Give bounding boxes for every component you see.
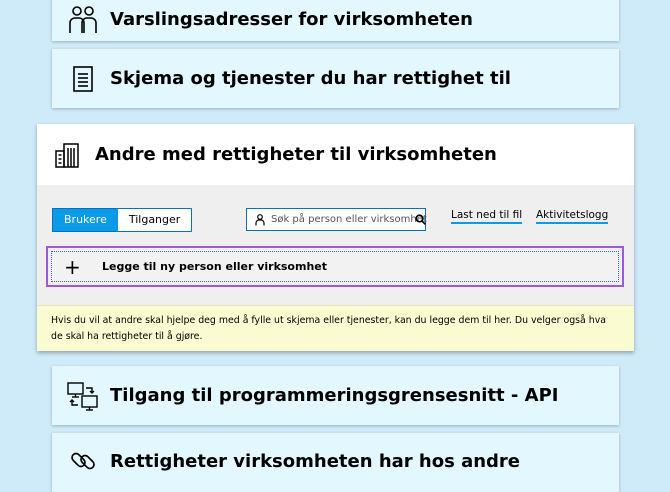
card-rettigheter-hos-andre[interactable]	[52, 433, 619, 492]
card-varslingsadresser[interactable]	[52, 0, 619, 41]
panel-toolbar	[37, 185, 634, 245]
card-api[interactable]	[52, 366, 619, 425]
building-icon	[51, 138, 85, 172]
card-title: Rettigheter virksomheten har hos andre	[110, 451, 521, 472]
panel-title: Andre med rettigheter til virksomheten	[95, 144, 497, 165]
card-title: Varslingsadresser for virksomheten	[110, 9, 473, 30]
link-icon	[66, 444, 100, 478]
info-box	[37, 305, 634, 351]
view-toggle	[52, 208, 192, 232]
card-skjema-tjenester[interactable]	[52, 49, 619, 108]
card-title: Skjema og tjenester du har rettighet til	[110, 68, 511, 89]
card-title: Tilgang til programmeringsgrensesnitt - API	[110, 385, 559, 406]
search-field[interactable]	[246, 208, 426, 231]
add-row-focus	[46, 246, 624, 287]
activity-log-link[interactable]: Aktivitetslogg	[536, 209, 608, 224]
panel-header[interactable]	[37, 124, 634, 185]
search-input[interactable]: Søk på person eller virksomhet	[271, 214, 427, 225]
tab-brukere[interactable]: Brukere	[53, 209, 118, 231]
download-link[interactable]: Last ned til fil	[451, 209, 522, 224]
document-icon	[66, 62, 100, 96]
info-text: Hvis du vil at andre skal hjelpe deg med å fylle ut skjema eller tjenester, kan du legge dem til her. Du velger også hva de skal ha rettigheter til å gjøre.	[51, 315, 607, 342]
add-person-label: Legge til ny person eller virksomhet	[102, 260, 328, 273]
plus-icon: +	[64, 254, 81, 279]
people-icon	[66, 3, 100, 37]
person-icon	[255, 214, 265, 226]
add-person-button[interactable]	[51, 251, 619, 282]
search-icon[interactable]	[415, 214, 426, 225]
panel-andre-med-rettigheter	[37, 124, 634, 351]
tab-tilganger[interactable]: Tilganger	[128, 213, 181, 226]
computers-icon	[66, 379, 100, 413]
